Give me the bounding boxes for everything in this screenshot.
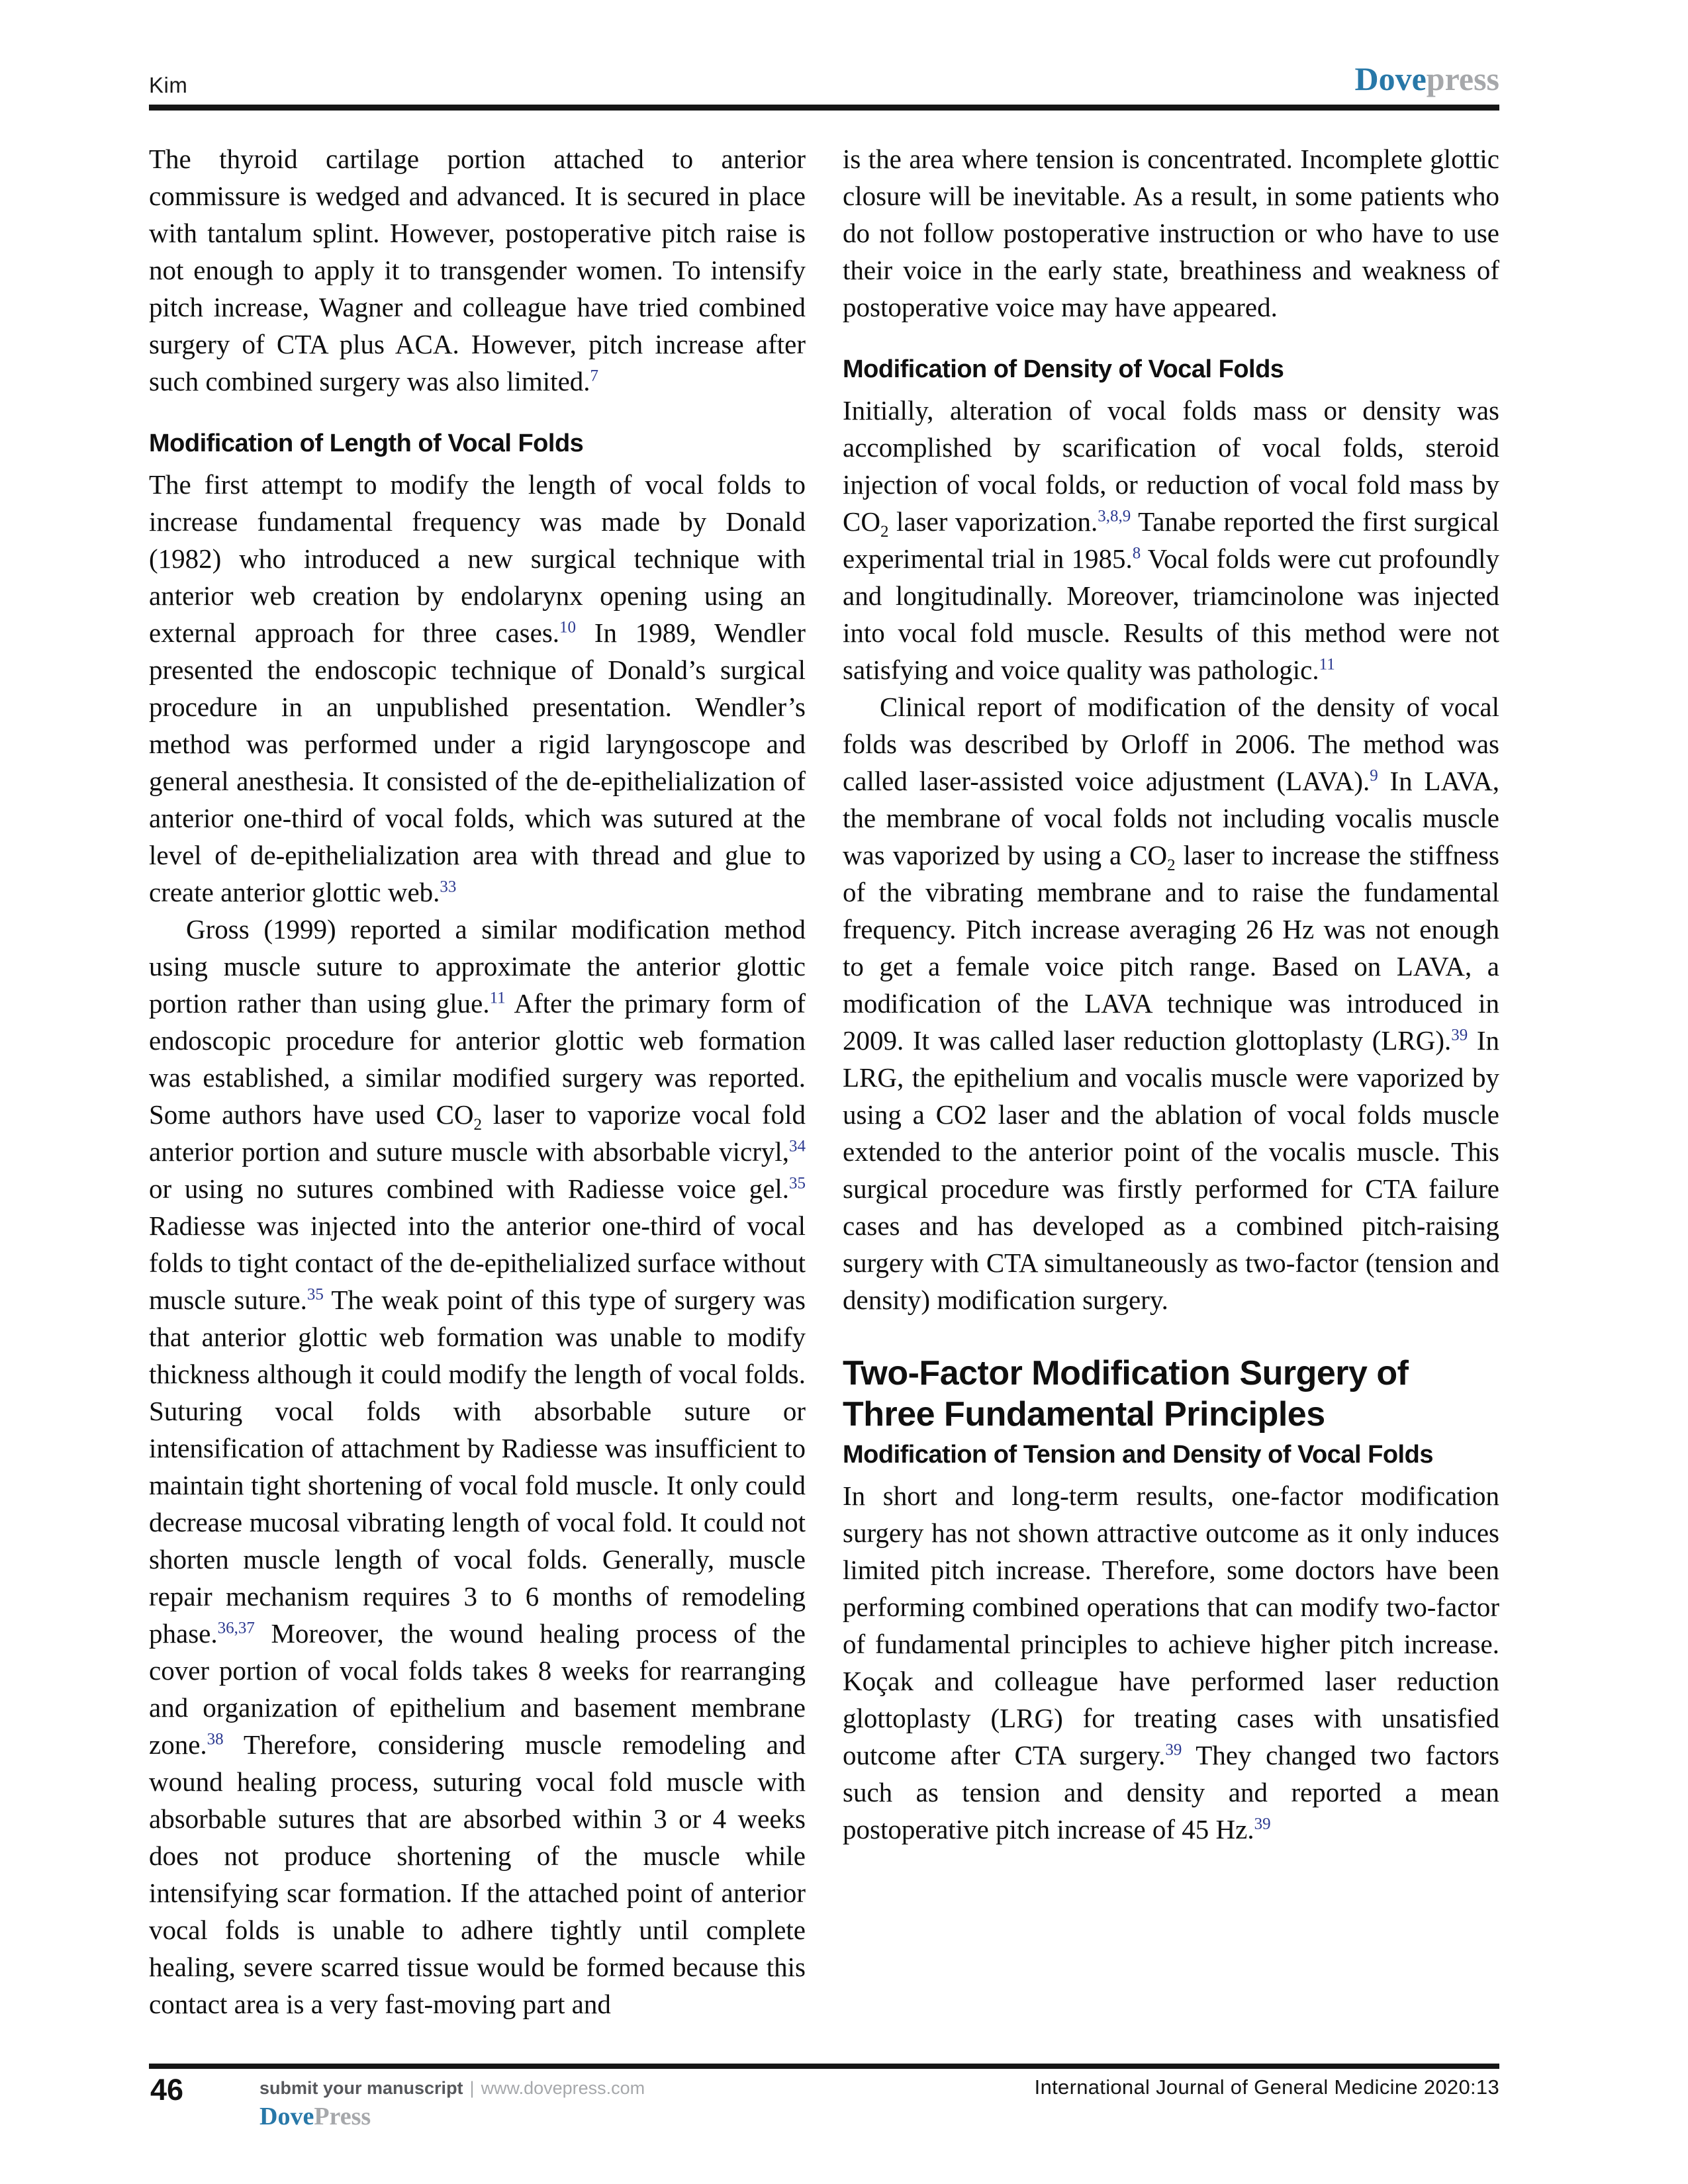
dovepress-logo[interactable]: [1354, 61, 1499, 97]
citation-reference[interactable]: 11: [1319, 655, 1335, 674]
paragraph: The thyroid cartilage portion attached to anterior commissure is wedged and advanced. It is secured in place with tantalum splint. However, postoperative pitch raise is not enough to apply it to transgender women. To intensify pitch increase, Wagner and colleague have tried combined surgery of CTA plus ACA. However, pitch increase after such combined surgery was also limited.$^7$: [149, 144, 806, 396]
running-author: Kim: [149, 73, 188, 97]
citation-reference[interactable]: 11: [489, 989, 506, 1007]
subscript: 2: [880, 523, 889, 541]
logo-dove: Dove: [1354, 60, 1427, 97]
citation-reference[interactable]: 35: [789, 1174, 806, 1193]
paragraph: Clinical report of modification of the density of vocal folds was described by Orloff in 2006. The method was called laser-assisted voice adjustment (LAVA).$^9$ In LAVA, the membrane of vocal folds not including vocalis muscle was vaporized by using a $CO_2$ laser to increase the stiffness of the vibrating membrane and to raise the fundamental frequency. Pitch increase averaging 26 Hz was not enough to get a female voice pitch range. Based on LAVA, a modification of the LAVA technique was introduced in 2009. It was called laser reduction glottoplasty (LRG).$^{39}$ In LRG, the epithelium and vocalis muscle were vaporized by using a CO2 laser and the ablation of vocal folds muscle extended to the anterior point of the vocalis muscle. This surgical procedure was firstly performed for CTA failure cases and has developed as a combined pitch-raising surgery with CTA simultaneously as two-factor (tension and density) modification surgery.: [843, 692, 1499, 1315]
citation-reference[interactable]: 35: [306, 1285, 324, 1304]
citation-reference[interactable]: 34: [789, 1137, 806, 1156]
subsection-heading: Modification of Density of Vocal Folds: [843, 355, 1284, 383]
paragraph: is the area where tension is concentrated. Incomplete glottic closure will be inevitable. As a result, in some patients who do not follow postoperative instruction or who have to use their voice in the early state, breathiness and weakness of postoperative voice may have appeared.: [843, 144, 1499, 322]
citation-reference[interactable]: 39: [1254, 1815, 1271, 1833]
page-header: [149, 61, 1499, 107]
citation-reference[interactable]: 8: [1132, 544, 1141, 563]
article-body: [149, 140, 1499, 2023]
left-column: [149, 140, 806, 2023]
citation-reference[interactable]: 38: [207, 1730, 224, 1749]
paragraph: Initially, alteration of vocal folds mass or density was accomplished by scarification of vocal folds, steroid injection of vocal folds, or reduction of vocal fold mass by $CO_2$ laser vaporization.$^{3,8,9}$ Tanabe reported the first surgical experimental trial in 1985.$^8$ Vocal folds were cut profoundly and longitudinally. Moreover, triamcinolone was injected into vocal fold muscle. Results of this method were not satisfying and voice quality was pathologic.$^{11}$: [843, 395, 1499, 685]
citation-reference[interactable]: 3,8,9: [1098, 507, 1131, 525]
subscript: 2: [473, 1116, 483, 1134]
logo-press: press: [1426, 60, 1499, 97]
dovepress-footer-logo[interactable]: [259, 2102, 371, 2131]
paragraph: In short and long-term results, one-factor modification surgery has not shown attractive outcome as it only induces limited pitch increase. Therefore, some doctors have been performing combined operations that can modify two-factor of fundamental principles to achieve higher pitch increase. Koçak and colleague have performed laser reduction glottoplasty (LRG) for treating cases with unsatisfied outcome after CTA surgery.$^{39}$ They changed two factors such as tension and density and reported a mean postoperative pitch increase of 45 Hz.$^{39}$: [843, 1480, 1499, 1844]
page-number: 46: [150, 2073, 184, 2107]
submit-line: [259, 2078, 645, 2099]
separator: |: [469, 2078, 475, 2098]
right-column: [843, 140, 1499, 2023]
citation-reference[interactable]: 39: [1165, 1741, 1182, 1759]
dovepress-url-link[interactable]: www.dovepress.com: [481, 2078, 645, 2098]
citation-reference[interactable]: 9: [1370, 766, 1378, 785]
subscript: 2: [1167, 856, 1176, 875]
citation-reference[interactable]: 36,37: [217, 1619, 255, 1637]
submit-manuscript-label: submit your manuscript: [259, 2078, 463, 2098]
footer-logo-press: Press: [314, 2103, 371, 2130]
subsection-heading: Modification of Tension and Density of Vocal Folds: [843, 1441, 1433, 1469]
main-section-heading: Two-Factor Modification Surgery of Three Fundamental Principles: [843, 1354, 1409, 1433]
footer-divider: [149, 2064, 1499, 2069]
paragraph: Gross (1999) reported a similar modification method using muscle suture to approximate the anterior glottic portion rather than using glue.$^{11}$ After the primary form of endoscopic procedure for anterior glottic web formation was established, a similar modified surgery was reported. Some authors have used $CO_2$ laser to vaporize vocal fold anterior portion and suture muscle with absorbable vicryl,$^{34}$ or using no sutures combined with Radiesse voice gel.$^{35}$ Radiesse was injected into the anterior one-third of vocal folds to tight contact of the de-epithelialized surface without muscle suture.$^{35}$ The weak point of this type of surgery was that anterior glottic web formation was unable to modify thickness although it could modify the length of vocal folds. Suturing vocal folds with absorbable suture or intensification of attachment by Radiesse was insufficient to maintain tight shortening of vocal fold muscle. It only could decrease mucosal vibrating length of vocal fold. It could not shorten muscle length of vocal folds. Generally, muscle repair mechanism requires 3 to 6 months of remodeling phase.$^{36,37}$ Moreover, the wound healing process of the cover portion of vocal folds takes 8 weeks for rearranging and organization of epithelium and basement membrane zone.$^{38}$ Therefore, considering muscle remodeling and wound healing process, suturing vocal fold muscle with absorbable sutures that are absorbed within 3 or 4 weeks does not produce shortening of the muscle while intensifying scar formation. If the attached point of anterior vocal folds is unable to adhere tightly until complete healing, severe scarred tissue would be formed because this contact area is a very fast-moving part and: [149, 914, 806, 2019]
journal-citation: International Journal of General Medicine 2020:13: [1034, 2075, 1499, 2099]
citation-reference[interactable]: 10: [559, 618, 577, 637]
paragraph: The first attempt to modify the length of vocal folds to increase fundamental frequency was made by Donald (1982) who introduced a new surgical technique with anterior web creation by endolarynx opening using an external approach for three cases.$^{10}$ In 1989, Wendler presented the endoscopic technique of Donald’s surgical procedure in an unpublished presentation. Wendler’s method was performed under a rigid laryngoscope and general anesthesia. It consisted of the de-epithelialization of anterior one-third of vocal folds, which was sutured at the level of de-epithelialization area with thread and glue to create anterior glottic web.$^{33}$: [149, 469, 806, 907]
citation-reference[interactable]: 33: [440, 878, 457, 896]
citation-reference[interactable]: 39: [1451, 1026, 1468, 1044]
page-footer: [149, 2064, 1499, 2156]
citation-reference[interactable]: 7: [590, 367, 599, 385]
header-divider: [149, 105, 1499, 111]
subsection-heading: Modification of Length of Vocal Folds: [149, 430, 584, 457]
footer-logo-dove: Dove: [259, 2103, 314, 2130]
